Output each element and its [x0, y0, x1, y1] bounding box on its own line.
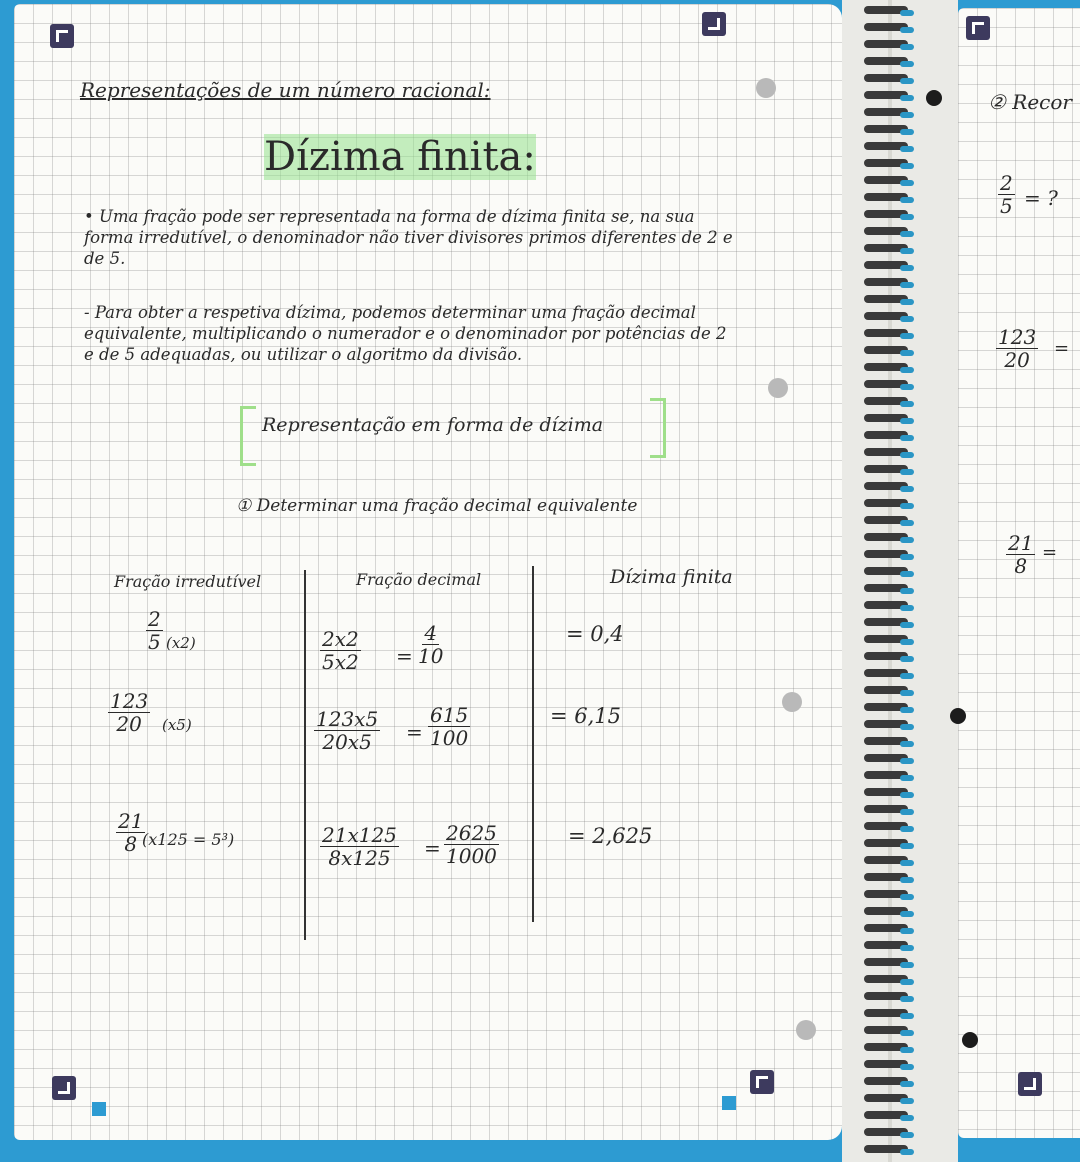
- spiral-coil-highlight: [900, 945, 914, 951]
- notebook-logo-icon: [52, 1076, 76, 1100]
- section-bracket-right: [650, 398, 666, 458]
- irreducible-fraction: $\frac{123}{20}$: [110, 689, 149, 736]
- spiral-coil-highlight: [900, 690, 914, 696]
- spiral-coil-highlight: [900, 163, 914, 169]
- ring-hole-icon: [782, 692, 802, 712]
- right-fraction-tail: = ?: [1024, 186, 1058, 210]
- paragraph-definition: • Uma fração pode ser representada na forma de dízima finita se, na sua forma irredutível, o denominador não tiver divisores primos diferentes de 2 e de 5.: [84, 207, 733, 268]
- page-fold: [888, 0, 892, 1162]
- multiplier-note: (x2): [166, 634, 196, 652]
- spiral-coil-highlight: [900, 248, 914, 254]
- table-divider: [304, 570, 306, 940]
- ring-hole-icon: [926, 90, 942, 106]
- spiral-coil-highlight: [900, 656, 914, 662]
- spiral-coil-highlight: [900, 843, 914, 849]
- spiral-coil-highlight: [900, 435, 914, 441]
- spiral-coil-highlight: [900, 95, 914, 101]
- spiral-coil-highlight: [900, 316, 914, 322]
- paragraph-method: - Para obter a respetiva dízima, podemos determinar uma fração decimal equivalente, multiplicando o numerador e o denominador por potências de 2 e de 5 adequadas, ou utilizar o algoritmo da divisão.: [84, 303, 727, 364]
- right-fraction: $\frac{21}{8}$: [1008, 531, 1034, 578]
- ring-hole-icon: [950, 708, 966, 724]
- spiral-coil-highlight: [900, 877, 914, 883]
- spiral-coil-highlight: [900, 452, 914, 458]
- spiral-coil-highlight: [900, 112, 914, 118]
- spiral-coil-highlight: [900, 758, 914, 764]
- spiral-coil-highlight: [900, 214, 914, 220]
- equals-sign: =: [424, 836, 441, 860]
- spiral-coil-highlight: [900, 10, 914, 16]
- spiral-coil-highlight: [900, 44, 914, 50]
- spiral-coil-highlight: [900, 231, 914, 237]
- spiral-coil-highlight: [900, 469, 914, 475]
- spiral-coil-highlight: [900, 792, 914, 798]
- right-fraction-tail: =: [1042, 542, 1058, 563]
- spiral-coil-highlight: [900, 1098, 914, 1104]
- header-irreducible: Fração irredutível: [114, 572, 262, 591]
- spiral-coil-highlight: [900, 588, 914, 594]
- page-heading: Dízima finita:: [264, 134, 536, 180]
- spiral-coil-highlight: [900, 639, 914, 645]
- title-line: Representações de um número racional:: [80, 78, 491, 102]
- notebook-logo-icon: [966, 16, 990, 40]
- spiral-coil-highlight: [900, 554, 914, 560]
- notebook-logo-icon: [702, 12, 726, 36]
- spiral-coil-highlight: [900, 61, 914, 67]
- spiral-coil-highlight: [900, 384, 914, 390]
- header-decimal-fraction: Fração decimal: [356, 570, 482, 589]
- spiral-coil-highlight: [900, 911, 914, 917]
- right-fraction: $\frac{2}{5}$: [1000, 171, 1013, 218]
- decimal-fraction-product: $\frac{21x125}{8x125}$: [322, 823, 397, 870]
- spiral-coil-highlight: [900, 180, 914, 186]
- spiral-coil-highlight: [900, 775, 914, 781]
- spiral-coil-highlight: [900, 1013, 914, 1019]
- multiplier-note: (x125 = 5³): [142, 830, 235, 849]
- ring-hole-icon: [756, 78, 776, 98]
- spiral-coil-highlight: [900, 146, 914, 152]
- spiral-coil-highlight: [900, 486, 914, 492]
- decimal-fraction: $\frac{615}{100}$: [430, 703, 469, 750]
- step-two: ② Recor: [988, 90, 1072, 114]
- notebook-left-page: [14, 4, 842, 1140]
- irreducible-fraction: $\frac{2}{5}$: [148, 607, 161, 654]
- spiral-coil-highlight: [900, 1132, 914, 1138]
- corner-square-icon: [722, 1096, 736, 1110]
- spiral-coil-highlight: [900, 520, 914, 526]
- spiral-coil-highlight: [900, 1115, 914, 1121]
- spiral-coil-highlight: [900, 809, 914, 815]
- section-title: Representação em forma de dízima: [262, 414, 604, 436]
- spiral-coil-highlight: [900, 129, 914, 135]
- spiral-coil-highlight: [900, 299, 914, 305]
- decimal-fraction: $\frac{4}{10}$: [418, 621, 444, 668]
- spiral-coil-highlight: [900, 537, 914, 543]
- finite-decimal-result: = 2,625: [568, 824, 653, 848]
- spiral-coil-highlight: [900, 571, 914, 577]
- spiral-coil-highlight: [900, 826, 914, 832]
- spiral-coil-highlight: [900, 894, 914, 900]
- ring-hole-icon: [796, 1020, 816, 1040]
- spiral-coil-highlight: [900, 1064, 914, 1070]
- section-bracket-left: [240, 406, 256, 466]
- spiral-coil-highlight: [900, 1081, 914, 1087]
- notebook-logo-icon: [1018, 1072, 1042, 1096]
- spiral-coil-highlight: [900, 724, 914, 730]
- spiral-coil-highlight: [900, 401, 914, 407]
- irreducible-fraction: $\frac{21}{8}$: [118, 809, 144, 856]
- spiral-coil-highlight: [900, 27, 914, 33]
- spiral-coil-highlight: [900, 1047, 914, 1053]
- spiral-coil-highlight: [900, 78, 914, 84]
- notebook-right-page: [958, 8, 1080, 1138]
- corner-square-icon: [92, 1102, 106, 1116]
- step-one: ① Determinar uma fração decimal equivalente: [236, 496, 638, 516]
- finite-decimal-result: = 0,4: [566, 622, 624, 646]
- header-finite-decimal: Dízima finita: [610, 566, 733, 588]
- spiral-coil-highlight: [900, 1149, 914, 1155]
- spiral-coil-highlight: [900, 996, 914, 1002]
- spiral-coil-highlight: [900, 1030, 914, 1036]
- decimal-fraction: $\frac{2625}{1000}$: [446, 821, 497, 868]
- spiral-coil-highlight: [900, 265, 914, 271]
- spiral-coil-highlight: [900, 741, 914, 747]
- spiral-coil-highlight: [900, 418, 914, 424]
- table-divider: [532, 566, 534, 922]
- notebook-logo-icon: [50, 24, 74, 48]
- spiral-coil-highlight: [900, 282, 914, 288]
- multiplier-note: (x5): [162, 716, 192, 734]
- spiral-coil-highlight: [900, 707, 914, 713]
- finite-decimal-result: = 6,15: [550, 704, 622, 728]
- spiral-coil-highlight: [900, 367, 914, 373]
- equals-sign: =: [406, 720, 423, 744]
- spiral-coil-highlight: [900, 605, 914, 611]
- decimal-fraction-product: $\frac{2x2}{5x2}$: [322, 627, 359, 674]
- right-fraction-tail: =: [1054, 338, 1070, 359]
- ring-hole-icon: [768, 378, 788, 398]
- spiral-coil-highlight: [900, 622, 914, 628]
- spiral-coil-highlight: [900, 503, 914, 509]
- spiral-coil-highlight: [900, 333, 914, 339]
- spiral-coil-highlight: [900, 979, 914, 985]
- ring-hole-icon: [962, 1032, 978, 1048]
- right-fraction: $\frac{123}{20}$: [998, 325, 1037, 372]
- spiral-coil-highlight: [900, 928, 914, 934]
- equals-sign: =: [396, 644, 413, 668]
- spiral-coil-highlight: [900, 197, 914, 203]
- spiral-binding: [842, 0, 958, 1162]
- spiral-coil-highlight: [900, 350, 914, 356]
- decimal-fraction-product: $\frac{123x5}{20x5}$: [316, 707, 379, 754]
- notebook-logo-icon: [750, 1070, 774, 1094]
- spiral-coil-highlight: [900, 673, 914, 679]
- spiral-coil-highlight: [900, 860, 914, 866]
- spiral-coil-highlight: [900, 962, 914, 968]
